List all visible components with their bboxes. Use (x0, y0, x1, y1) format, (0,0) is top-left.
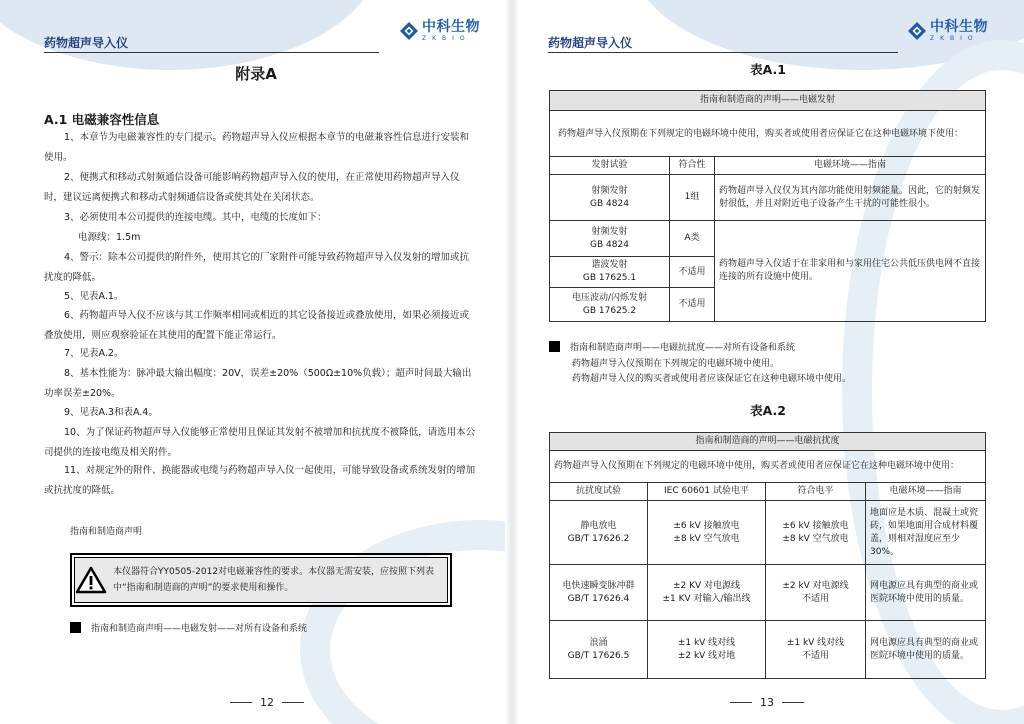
logo-en: ZKBIO (422, 35, 471, 42)
paragraph: 7、见表A.2。 (64, 348, 124, 359)
table1-intro: 药物超声导入仪预期在下列规定的电磁环境中使用，购买者或使用者应保证它在这种电磁环境下使用： (550, 111, 986, 157)
page-footer (722, 696, 812, 709)
header-doc-title: 药物超声导入仪 (44, 36, 129, 50)
table2-cell: ±1 kV 线对线 ±2 kV 线对地 (648, 621, 766, 679)
table1-guidance: 药物超声导入仪仅为其内部功能使用射频能量。因此，它的射频发射很低，并且对附近电子设备产生干扰的可能性很小。 (715, 175, 986, 221)
table1-cell: 电压波动/闪烁发射 GB 17625.2 (550, 288, 670, 322)
immunity-note-line3: 药物超声导入仪的购买者或使用者应该保证它在这种电磁环境中使用。 (572, 374, 852, 384)
page-number: 13 (760, 696, 774, 709)
table2-intro: 药物超声导入仪预期在下列规定的电磁环境中使用，购买者或使用者应保证它在这种电磁环境中使用： (550, 451, 986, 483)
guide-title: 指南和制造商声明 (70, 527, 143, 537)
logo-icon (908, 22, 926, 40)
table1-cell: 1组 (670, 175, 715, 221)
header-rule (548, 52, 898, 53)
paragraph: 3、必须使用本公司提供的连接电缆。其中，电缆的长度如下： (64, 212, 327, 223)
paragraph: 10、为了保证药物超声导入仪能够正常使用且保证其发射不被增加和抗扰度不被降低，请选用本公司提供的连接电缆及相关附件。 (44, 427, 476, 458)
table2-cell: ±6 kV 接触放电 ±8 kV 空气放电 (648, 501, 766, 565)
paragraph: 2、便携式和移动式射频通信设备可能影响药物超声导入仪的使用，在正常使用药物超声导入仪时，建议远离便携式和移动式射频通信设备或使其处在关闭状态。 (44, 172, 460, 203)
table1-cell: 射频发射 GB 4824 (550, 221, 670, 257)
table1-cell: A类 (670, 221, 715, 257)
emission-note (70, 621, 307, 634)
table2-cell: 浪涌 GB/T 17626.5 (550, 621, 648, 679)
table2-cell: 网电源应具有典型的商业或医院环境中使用的质量。 (866, 621, 986, 679)
table2-cell: ±6 kV 接触放电 ±8 kV 空气放电 (766, 501, 866, 565)
table-a1 (549, 90, 986, 322)
logo-cn: 中科生物 (422, 19, 480, 35)
table2-cell: ±2 kV 对电源线 不适用 (766, 565, 866, 621)
logo-icon (400, 22, 418, 40)
table1-guidance: 药物超声导入仪适于在非家用和与家用住宅公共低压供电网不直接连接的所有设施中使用。 (715, 221, 986, 322)
table2-cell: 网电源应具有典型的商业或医院环境中使用的质量。 (866, 565, 986, 621)
paragraph: 8、基本性能为：脉冲最大输出幅度：20V，误差±20%（500Ω±10%负载）；超声时间最大输出功率误差±20%。 (44, 368, 472, 399)
black-square-icon (549, 341, 560, 352)
immunity-note-line2: 药物超声导入仪预期在下列规定的电磁环境中使用。 (572, 359, 780, 369)
table2-header: 符合电平 (766, 483, 866, 501)
paragraph: 1、本章节为电磁兼容性的专门提示。药物超声导入仪应根据本章节的电磁兼容性信息进行安装和使用。 (44, 132, 470, 163)
paragraph: 11、对规定外的附件、换能器或电缆与药物超声导入仪一起使用，可能导致设备或系统发射的增加或抗扰度的降低。 (44, 465, 476, 496)
emission-note-text: 指南和制造商声明——电磁发射——对所有设备和系统 (91, 624, 308, 634)
table2-header: 抗扰度试验 (550, 483, 648, 501)
header-rule (44, 52, 379, 53)
table2-cell: ±2 KV 对电源线 ±1 KV 对输入/输出线 (648, 565, 766, 621)
header-doc-title: 药物超声导入仪 (548, 36, 633, 50)
section-title: A.1 电磁兼容性信息 (44, 112, 160, 127)
decorative-wave (300, 520, 512, 724)
page-number: 12 (260, 696, 274, 709)
table1-header: 电磁环境——指南 (715, 157, 986, 175)
table2-cell: 静电放电 GB/T 17626.2 (550, 501, 648, 565)
warning-box (70, 553, 452, 607)
table1-cell: 射频发射 GB 4824 (550, 175, 670, 221)
page-footer (222, 696, 312, 709)
brand-logo (908, 20, 988, 42)
book-fold (505, 0, 519, 724)
table1-header: 发射试验 (550, 157, 670, 175)
paragraph: 电源线：1.5m (78, 232, 141, 243)
table2-cell: 地面应是木质、混凝土或瓷砖，如果地面用合成材料覆盖，则相对湿度应至少30%。 (866, 501, 986, 565)
table2-header: 电磁环境——指南 (866, 483, 986, 501)
paragraph: 4、警示：除本公司提供的附件外，使用其它的厂家附件可能导致药物超声导入仪发射的增加或抗扰度的降低。 (44, 252, 470, 283)
paragraph: 6、药物超声导入仪不应该与其工作频率相同或相近的其它设备接近或叠放使用，如果必须接近或叠放使用，则应观察验证在其使用的配置下能正常运行。 (44, 310, 470, 341)
table1-cell: 不适用 (670, 288, 715, 322)
logo-cn: 中科生物 (930, 19, 988, 35)
immunity-note (549, 340, 795, 353)
warning-text: 本仪器符合YY0505-2012对电磁兼容性的要求。本仪器无需安装，应按照下列表中“指南和制造商的声明”的要求使用和操作。 (113, 567, 435, 593)
warning-triangle-icon (75, 566, 107, 594)
table2-title: 表A.2 (750, 403, 786, 418)
table1-title: 表A.1 (750, 62, 786, 77)
appendix-title: 附录A (235, 65, 277, 83)
table1-header: 符合性 (670, 157, 715, 175)
table2-banner: 指南和制造商的声明——电磁抗扰度 (550, 433, 986, 451)
black-square-icon (70, 622, 81, 633)
paragraph: 9、见表A.3和表A.4。 (64, 407, 158, 418)
table1-cell: 谐波发射 GB 17625.1 (550, 257, 670, 288)
table2-header: IEC 60601 试验电平 (648, 483, 766, 501)
table1-cell: 不适用 (670, 257, 715, 288)
table-a2 (549, 432, 986, 679)
logo-en: ZKBIO (930, 35, 979, 42)
brand-logo (400, 20, 480, 42)
immunity-note-line1: 指南和制造商声明——电磁抗扰度——对所有设备和系统 (570, 343, 796, 353)
table2-cell: 电快速瞬变脉冲群 GB/T 17626.4 (550, 565, 648, 621)
paragraph: 5、见表A.1。 (64, 291, 124, 302)
table2-cell: ±1 kV 线对线 不适用 (766, 621, 866, 679)
table1-banner: 指南和制造商的声明——电磁发射 (550, 91, 986, 111)
